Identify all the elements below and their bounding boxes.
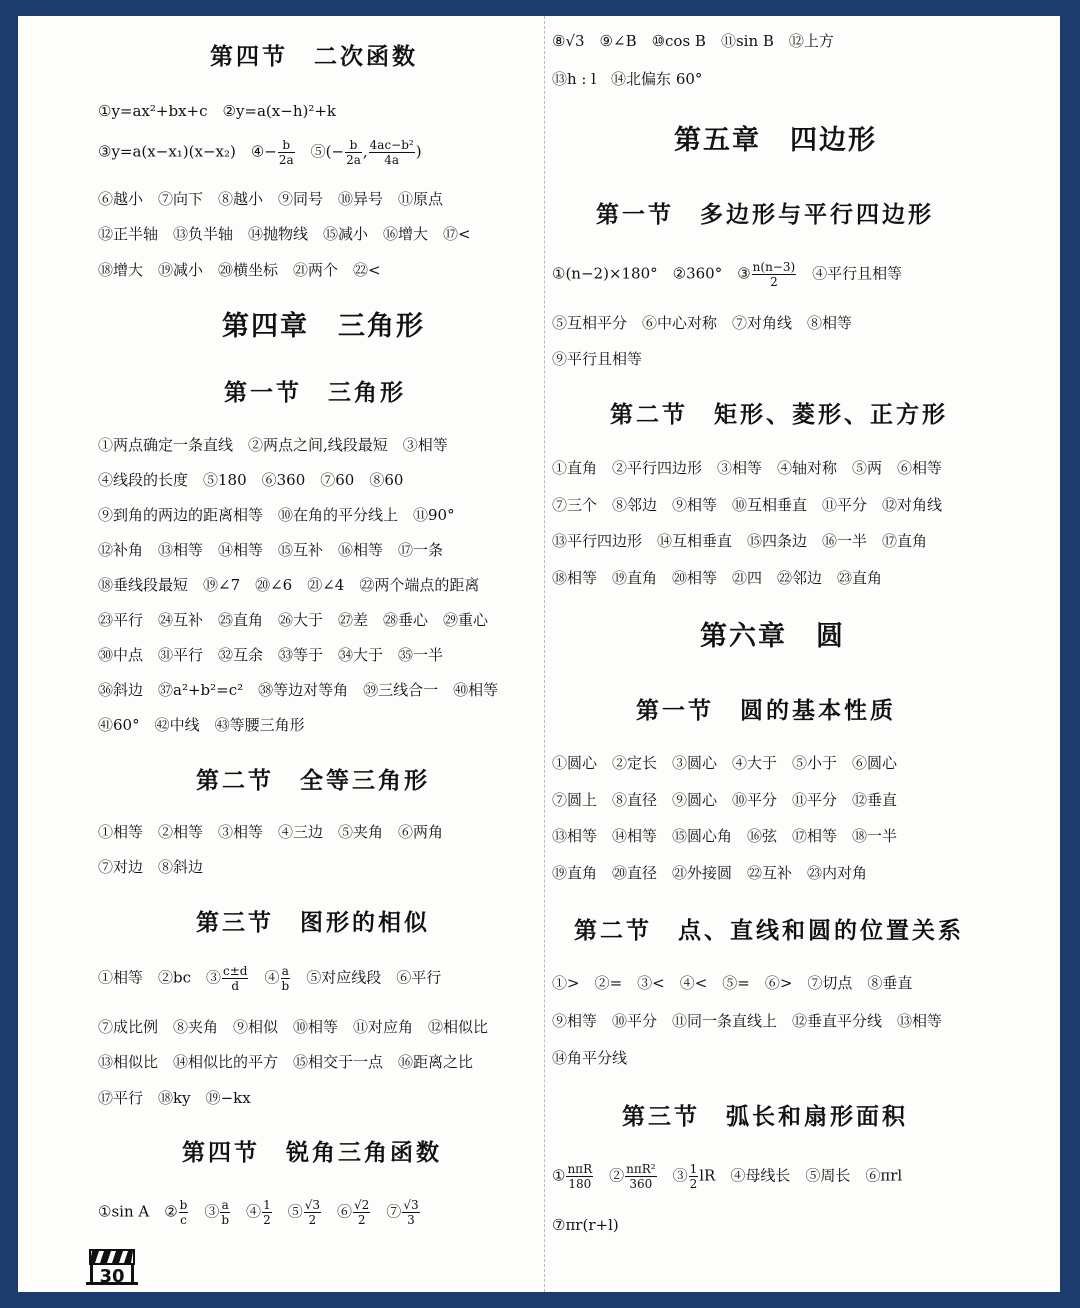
- fraction: nπR² 360: [626, 1162, 656, 1191]
- fraction: $\frac{b}{2a}$: [278, 138, 294, 167]
- answer-line: ⑤互相平分 ⑥中心对称 ⑦对角线 ⑧相等: [552, 314, 853, 332]
- answer-line: ⑱相等 ⑲直角 ⑳相等 ㉑四 ㉒邻边 ㉓直角: [552, 569, 883, 587]
- section-title-quadratic: 第四节 二次函数: [210, 43, 418, 70]
- answer-line: ⑭角平分线: [552, 1049, 628, 1067]
- section-title-circle-properties: 第一节 圆的基本性质: [636, 697, 896, 724]
- answer-line: ⑲直角 ⑳直径 ㉑外接圆 ㉒互补 ㉓内对角: [552, 864, 868, 882]
- answer-line: ①> ②= ③< ④< ⑤= ⑥> ⑦切点 ⑧垂直: [552, 974, 913, 992]
- answer-line: ④线段的长度 ⑤180 ⑥360 ⑦60 ⑧60: [98, 471, 404, 489]
- answer-line: ①sin A ② $\frac{b}{c}$ ③ $\frac{a}{b}$ ④ $\frac{1}{2}$ ⑤ $\frac{√3}{2}$ ⑥ $\frac{√2}{2}$ ⑦ $\frac{√3}{3}$: [98, 1198, 419, 1227]
- page: [18, 16, 1060, 1292]
- answer-line: ⑦三个 ⑧邻边 ⑨相等 ⑩互相垂直 ⑪平分 ⑫对角线: [552, 496, 943, 514]
- answer-line: ①y=ax²+bx+c ②y=a(x−h)²+k: [98, 102, 337, 120]
- answer-line: ⑱垂线段最短 ⑲∠7 ⑳∠6 ㉑∠4 ㉒两个端点的距离: [98, 576, 480, 594]
- fraction: $\frac{\text{4ac−b²}}{4a}$: [369, 138, 414, 167]
- answer-line: ⑨平行且相等: [552, 350, 643, 368]
- section-title-similar: 第三节 图形的相似: [196, 909, 430, 936]
- column-divider: [544, 16, 545, 1292]
- fraction: $\frac{a}{b}$: [281, 964, 290, 993]
- page-number: 30: [99, 1266, 125, 1287]
- answer-line: ①(n−2)×180° ②360° ③ $\frac{n(n-3)}{2}$ ④平行且相等: [552, 260, 903, 289]
- answer-line: ⑬相似比 ⑭相似比的平方 ⑮相交于一点 ⑯距离之比: [98, 1053, 474, 1071]
- answer-line: ⑦圆上 ⑧直径 ⑨圆心 ⑩平分 ⑪平分 ⑫垂直: [552, 791, 898, 809]
- answer-line: ⑱增大 ⑲减小 ⑳横坐标 ㉑两个 ㉒<: [98, 261, 381, 279]
- answer-line: ⑨到角的两边的距离相等 ⑩在角的平分线上 ⑪90°: [98, 506, 455, 524]
- chapter-title-quadrilateral: 第五章 四边形: [674, 125, 877, 156]
- answer-line: ⑦πr(r+l): [552, 1216, 619, 1234]
- answer-line: ⑧√3 ⑨∠B ⑩cos B ⑪sin B ⑫上方: [552, 32, 834, 50]
- fraction: $\frac{n(n-3)}{2}$: [752, 260, 796, 289]
- fraction: $\frac{b}{2a}$: [346, 138, 361, 167]
- answer-line: ㊱斜边 ㊲a²+b²=c² ㊳等边对等角 ㊴三线合一 ㊵相等: [98, 681, 499, 699]
- section-title-arc-sector: 第三节 弧长和扇形面积: [622, 1103, 908, 1130]
- answer-line: ⑨相等 ⑩平分 ⑪同一条直线上 ⑫垂直平分线 ⑬相等: [552, 1012, 943, 1030]
- answer-line: ①直角 ②平行四边形 ③相等 ④轴对称 ⑤两 ⑥相等: [552, 459, 943, 477]
- fraction: $\frac{b}{c}$: [179, 1198, 188, 1227]
- fraction: $\frac{a}{b}$: [221, 1198, 230, 1227]
- chapter-title-circle: 第六章 圆: [700, 621, 845, 652]
- answer-line: ③y=a(x−x₁)(x−x₂) ④− $\frac{b}{2a}$ ⑤(− $\frac{b}{2a}$ , $\frac{\text{4ac−b²}}{4a}$ ): [98, 138, 422, 167]
- answer-line: ①相等 ②bc ③ $\frac{c\pm d}{d}$ ④ $\frac{a}{b}$ ⑤对应线段 ⑥平行: [98, 964, 442, 993]
- answer-line: ⑥越小 ⑦向下 ⑧越小 ⑨同号 ⑩异号 ⑪原点: [98, 190, 444, 208]
- section-title-rectangle: 第二节 矩形、菱形、正方形: [610, 401, 948, 428]
- section-title-trig: 第四节 锐角三角函数: [182, 1139, 442, 1166]
- section-title-position-relation: 第二节 点、直线和圆的位置关系: [574, 917, 964, 944]
- fraction: $\frac{√3}{3}$: [403, 1198, 419, 1227]
- answer-line: ⑫正半轴 ⑬负半轴 ⑭抛物线 ⑮减小 ⑯增大 ⑰<: [98, 225, 471, 243]
- fraction: $\frac{1}{2}$: [689, 1162, 698, 1191]
- answer-line: ①两点确定一条直线 ②两点之间,线段最短 ③相等: [98, 436, 448, 454]
- answer-line: ⑰平行 ⑱ky ⑲−kx: [98, 1089, 251, 1107]
- answer-line: ㉚中点 ㉛平行 ㉜互余 ㉝等于 ㉞大于 ㉟一半: [98, 646, 444, 664]
- fraction: nπR 180: [567, 1162, 593, 1191]
- answer-line: ① nπR 180 ② nπR² 360 ③ $\frac{1}{2}$ lR ④母线长 ⑤周长 ⑥πrl: [552, 1162, 903, 1191]
- answer-line: ⑦成比例 ⑧夹角 ⑨相似 ⑩相等 ⑪对应角 ⑫相似比: [98, 1018, 489, 1036]
- answer-line: ①圆心 ②定长 ③圆心 ④大于 ⑤小于 ⑥圆心: [552, 754, 898, 772]
- fraction: $\frac{√2}{2}$: [354, 1198, 370, 1227]
- answer-line: ⑬相等 ⑭相等 ⑮圆心角 ⑯弦 ⑰相等 ⑱一半: [552, 827, 898, 845]
- section-title-congruent: 第二节 全等三角形: [196, 767, 430, 794]
- section-title-triangle: 第一节 三角形: [224, 379, 406, 406]
- answer-line: ⑬平行四边形 ⑭互相垂直 ⑮四条边 ⑯一半 ⑰直角: [552, 532, 928, 550]
- chapter-title-triangle: 第四章 三角形: [222, 311, 425, 342]
- answer-line: ㉓平行 ㉔互补 ㉕直角 ㉖大于 ㉗差 ㉘垂心 ㉙重心: [98, 611, 489, 629]
- fraction: $\frac{√3}{2}$: [304, 1198, 320, 1227]
- fraction: $\frac{1}{2}$: [263, 1198, 271, 1227]
- answer-line: ⑫补角 ⑬相等 ⑭相等 ⑮互补 ⑯相等 ⑰一条: [98, 541, 444, 559]
- answer-line: ㊶60° ㊷中线 ㊸等腰三角形: [98, 716, 305, 734]
- answer-line: ⑦对边 ⑧斜边: [98, 858, 204, 876]
- answer-line: ①相等 ②相等 ③相等 ④三边 ⑤夹角 ⑥两角: [98, 823, 444, 841]
- section-title-polygon: 第一节 多边形与平行四边形: [596, 201, 934, 228]
- fraction: $\frac{c\pm d}{d}$: [223, 964, 248, 993]
- answer-line: ⑬h : l ⑭北偏东 60°: [552, 70, 703, 88]
